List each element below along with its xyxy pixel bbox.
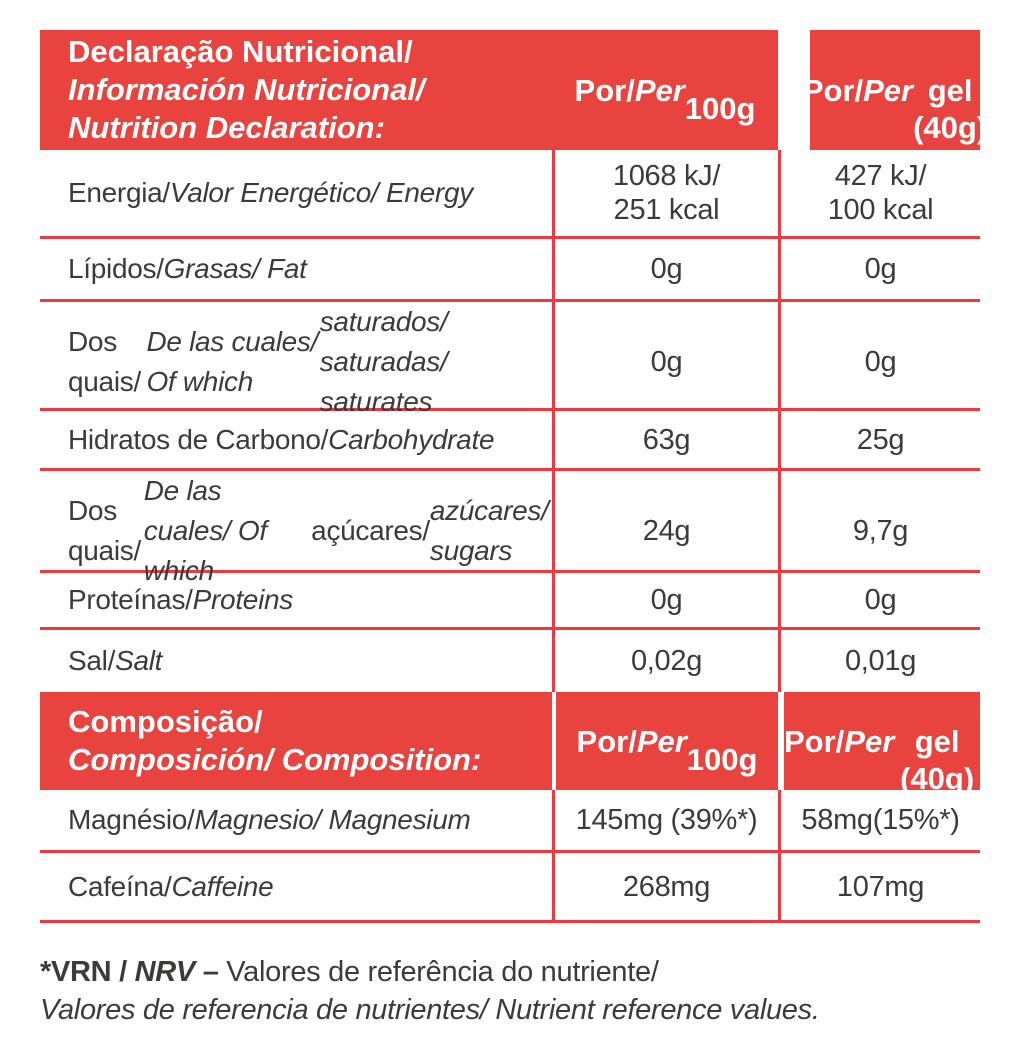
- row-label: Cafeína/ Caffeine: [68, 870, 274, 902]
- row-value-per-gel: 0g: [778, 573, 980, 627]
- row-label: Sal/ Salt: [68, 645, 163, 676]
- header2-col-per-gel: Por/ Per gel (40g): [778, 692, 980, 790]
- header1-col-per-gel: Por/ Per gel (40g): [810, 30, 980, 150]
- header1-col-per-100g: Por/ Per 100g: [574, 72, 756, 126]
- row-label: Proteínas/ Proteins: [68, 584, 293, 615]
- row-label: Lípidos/ Grasas/ Fat: [68, 253, 307, 284]
- row-value-per-100g: 63g: [552, 411, 778, 468]
- row-value-per-100g: 268mg: [552, 853, 778, 920]
- header2-title-line-pt: Composição/: [68, 704, 263, 739]
- header1-title: [40, 30, 552, 150]
- header1-title-line-en: Nutrition Declaration:: [68, 110, 385, 145]
- header2-title-line-es-en: Composición/ Composition:: [68, 742, 482, 777]
- composition-header: [40, 692, 980, 796]
- row-value-per-gel: 0g: [778, 302, 980, 422]
- row-value-per-gel: 427 kJ/ 100 kcal: [778, 150, 980, 236]
- row-value-per-100g: 24g: [552, 471, 778, 591]
- row-value-per-gel: 58mg(15%*): [778, 790, 980, 850]
- table-row-caffeine: [40, 853, 980, 923]
- nutrition-table: [40, 30, 988, 923]
- row-value-per-gel: 107mg: [778, 853, 980, 920]
- row-label: Hidratos de Carbono/ Carbohydrate: [68, 423, 495, 455]
- row-value-per-100g: 0g: [552, 239, 778, 299]
- table-row-energy: [40, 150, 980, 239]
- row-label: Dos quais/ De las cuales/ Of which saturados/ saturadas/ saturates: [68, 306, 448, 417]
- header1-title-line-es: Información Nutricional/: [68, 72, 425, 107]
- row-value-per-100g: 0g: [552, 302, 778, 422]
- row-value-per-100g: 1068 kJ/ 251 kcal: [552, 150, 778, 236]
- nrv-footnote: [40, 953, 990, 1029]
- row-value-per-gel: 25g: [778, 411, 980, 468]
- row-label: Energia/ Valor Energético/ Energy: [68, 177, 473, 208]
- row-value-per-gel: 9,7g: [778, 471, 980, 591]
- header1-left-cell: [40, 30, 778, 150]
- row-label: Magnésio/ Magnesio/ Magnesium: [68, 804, 471, 835]
- header1-title-line-pt: Declaração Nutricional/: [68, 34, 413, 69]
- table-row-proteins: [40, 573, 980, 630]
- table-row-salt: [40, 630, 980, 692]
- footnote-line-1: *VRN / NRV – Valores de referência do nutriente/: [40, 956, 659, 988]
- row-value-per-100g: 145mg (39%*): [552, 790, 778, 850]
- table-row-magnesium: [40, 790, 980, 853]
- footnote-line-2: Valores de referencia de nutrientes/ Nutrient reference values.: [40, 994, 820, 1026]
- row-value-per-gel: 0,01g: [778, 630, 980, 692]
- row-value-per-100g: 0,02g: [552, 630, 778, 692]
- row-label: Dos quais/ De las cuales/ Of which açúcares/ azúcares/ sugars: [68, 475, 549, 586]
- row-value-per-100g: 0g: [552, 573, 778, 627]
- nutrition-declaration-header: [40, 30, 988, 150]
- row-value-per-gel: 0g: [778, 239, 980, 299]
- table-row-carbohydrate: [40, 411, 980, 471]
- table-row-sugars: [40, 471, 980, 586]
- table-row-saturates: [40, 302, 980, 417]
- header2-title: [40, 692, 552, 790]
- table-row-fat: [40, 239, 980, 302]
- header2-col-per-100g: Por/ Per 100g: [552, 692, 778, 790]
